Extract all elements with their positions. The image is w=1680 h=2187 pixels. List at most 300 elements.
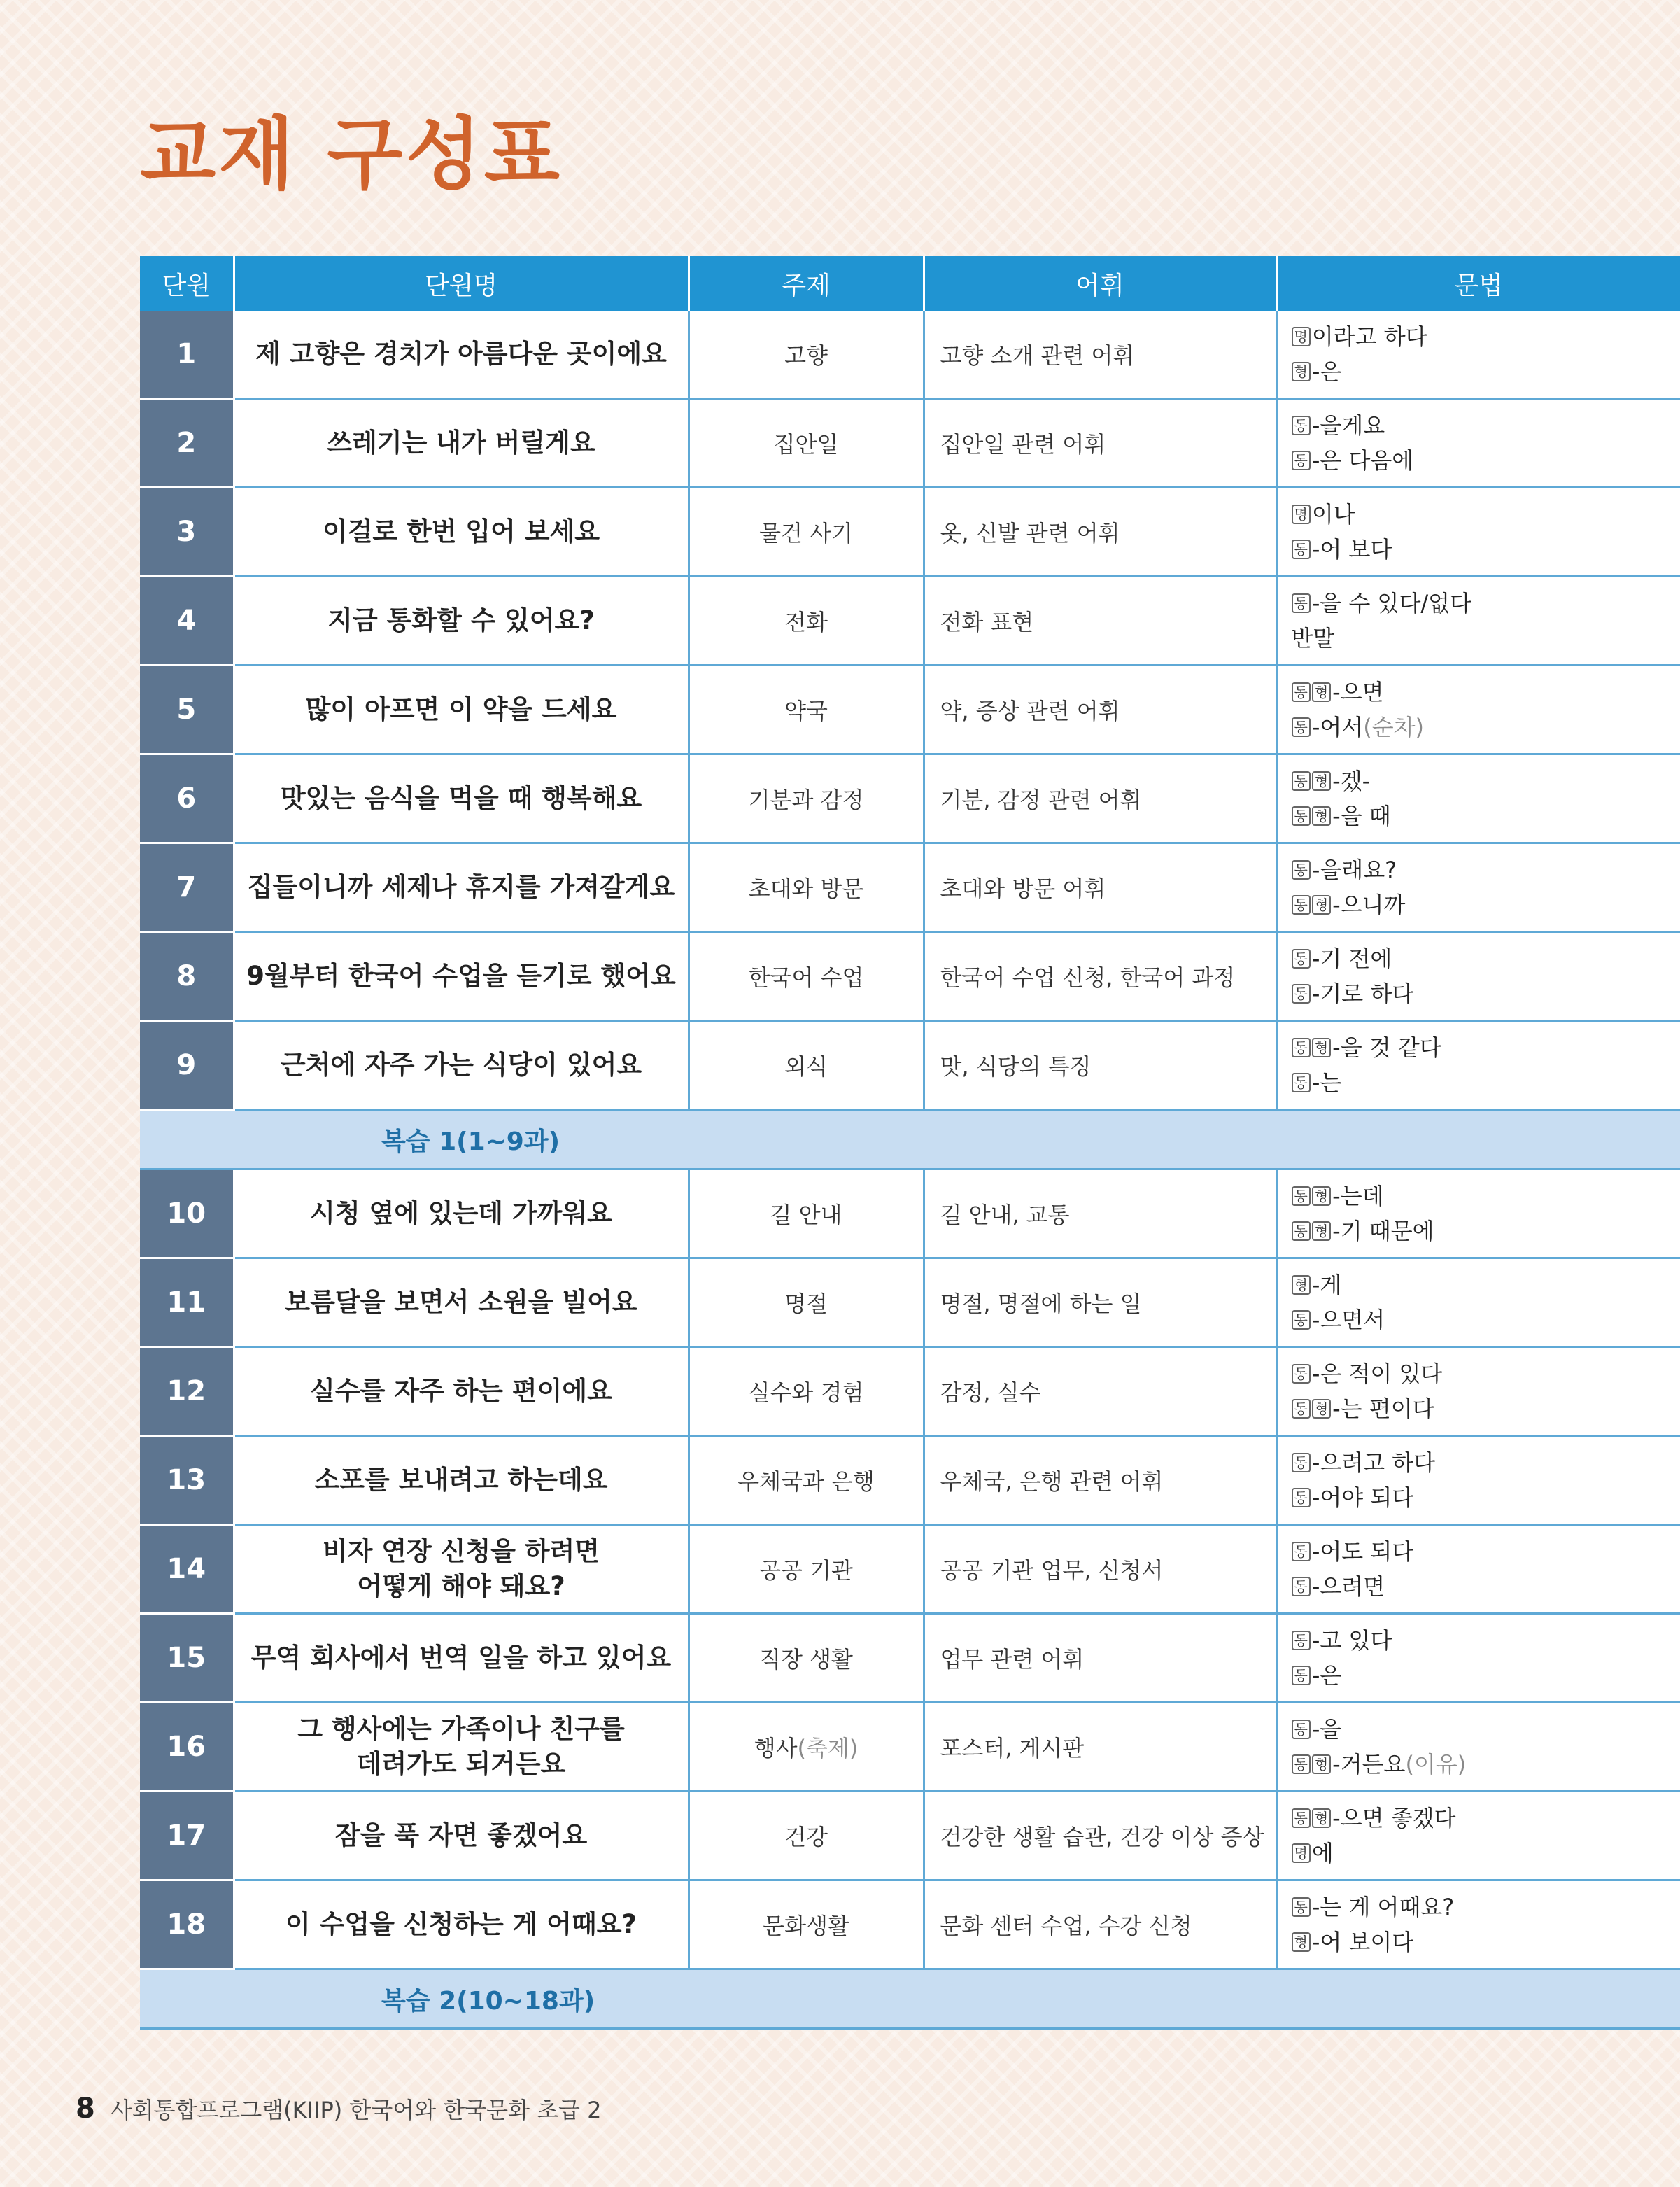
pos-tags: [1292, 1658, 1312, 1693]
unit-name: [234, 932, 689, 1021]
unit-number: 3: [140, 488, 234, 577]
topic: [689, 488, 924, 577]
topic-text: 물건 사기: [759, 520, 853, 547]
grammar-text: 이라고 하다: [1311, 323, 1427, 350]
unit-name-line: 지금 통화할 수 있어요?: [327, 605, 595, 636]
unit-name-line: 무역 회사에서 번역 일을 하고 있어요: [250, 1643, 672, 1673]
grammar-item: [1292, 354, 1680, 389]
unit-name-line: 어떻게 해야 돼요?: [357, 1571, 565, 1601]
topic-text: 행사: [754, 1735, 798, 1761]
unit-name: [234, 1614, 689, 1703]
pos-tags: [1292, 1391, 1333, 1426]
table-row: [140, 666, 1680, 754]
topic: [689, 1792, 924, 1880]
header-topic: 주제: [689, 256, 924, 311]
pos-tags: [1292, 1179, 1333, 1214]
table-row: [140, 1792, 1680, 1880]
table-row: [140, 1347, 1680, 1436]
unit-name-line: 보름달을 보면서 소원을 빌어요: [285, 1287, 637, 1318]
table-row: [140, 754, 1680, 843]
grammar: [1276, 932, 1680, 1021]
topic-text: 전화: [784, 609, 828, 635]
grammar-text: -기로 하다: [1311, 980, 1414, 1007]
topic-text: 길 안내: [770, 1202, 842, 1228]
unit-number: 6: [140, 754, 234, 843]
unit-name: [234, 754, 689, 843]
grammar: [1276, 1525, 1680, 1614]
header-unit: 단원: [140, 256, 234, 311]
grammar: [1276, 666, 1680, 754]
grammar-text: -고 있다: [1311, 1627, 1392, 1654]
grammar-text: -는데: [1332, 1183, 1384, 1209]
grammar-text: -기 전에: [1311, 945, 1392, 972]
grammar-item: [1292, 1836, 1680, 1871]
review-cell: [140, 1110, 1680, 1169]
pos-tag: 동: [1292, 1399, 1311, 1419]
pos-tags: [1292, 586, 1312, 621]
unit-name: [234, 488, 689, 577]
unit-number: 1: [140, 311, 234, 399]
grammar: [1276, 1703, 1680, 1792]
pos-tag: 동: [1292, 1310, 1311, 1330]
pos-tag: 형: [1312, 1754, 1331, 1774]
pos-tag: 형: [1312, 1221, 1331, 1241]
grammar-text: -은: [1311, 1662, 1342, 1689]
pos-tag: 동: [1292, 1631, 1311, 1650]
vocabulary: 옷, 신발 관련 어휘: [924, 488, 1276, 577]
vocabulary: 건강한 생활 습관, 건강 이상 증상: [924, 1792, 1276, 1880]
grammar-item: [1292, 1801, 1680, 1836]
table-row: [140, 577, 1680, 666]
pos-tags: [1292, 532, 1312, 567]
grammar-text: -을 때: [1332, 803, 1391, 829]
unit-name: [234, 399, 689, 488]
table-row: [140, 311, 1680, 399]
unit-name-line: 그 행사에는 가족이나 친구를: [297, 1714, 625, 1745]
unit-number: 17: [140, 1792, 234, 1880]
unit-number: 9: [140, 1021, 234, 1110]
grammar-item: [1292, 1480, 1680, 1515]
vocabulary: 길 안내, 교통: [924, 1169, 1276, 1258]
pos-tags: [1292, 408, 1312, 443]
grammar-item: [1292, 408, 1680, 443]
topic-note: (축제): [797, 1735, 859, 1761]
pos-tags: [1292, 1480, 1312, 1515]
pos-tags: [1292, 976, 1312, 1011]
unit-name-line: 시청 옆에 있는데 가까워요: [310, 1198, 612, 1229]
pos-tags: [1292, 1214, 1333, 1249]
grammar-note: (순차): [1363, 714, 1424, 740]
topic-text: 외식: [784, 1053, 828, 1080]
grammar: [1276, 488, 1680, 577]
vocabulary: 집안일 관련 어휘: [924, 399, 1276, 488]
grammar-text: -으면: [1332, 679, 1384, 705]
table-row: [140, 1525, 1680, 1614]
pos-tags: [1292, 1747, 1333, 1782]
pos-tag: 명: [1292, 327, 1311, 346]
grammar: [1276, 1880, 1680, 1969]
table-body: [140, 311, 1680, 2029]
topic-text: 초대와 방문: [748, 875, 864, 902]
grammar: [1276, 1347, 1680, 1436]
unit-name: [234, 843, 689, 932]
topic-text: 기분과 감정: [748, 787, 864, 813]
vocabulary: 맛, 식당의 특징: [924, 1021, 1276, 1110]
grammar-text: -으면서: [1311, 1307, 1385, 1333]
unit-name: [234, 1525, 689, 1614]
grammar-item: [1292, 799, 1680, 834]
grammar-item: [1292, 1302, 1680, 1337]
grammar-item: [1292, 1065, 1680, 1100]
pos-tag: 형: [1292, 1275, 1311, 1295]
pos-tag: 동: [1292, 1186, 1311, 1206]
pos-tags: [1292, 443, 1312, 478]
grammar-text: 반말: [1291, 625, 1335, 652]
grammar-text: -을 수 있다/없다: [1311, 590, 1471, 617]
unit-name-line: 제 고향은 경치가 아름다운 곳이에요: [255, 339, 667, 370]
grammar-item: [1292, 1623, 1680, 1658]
pos-tags: [1292, 941, 1312, 976]
topic-text: 우체국과 은행: [737, 1468, 875, 1495]
unit-name: [234, 666, 689, 754]
pos-tag: 동: [1292, 1577, 1311, 1596]
unit-name: [234, 577, 689, 666]
table-row: [140, 1614, 1680, 1703]
grammar-text: -을: [1311, 1716, 1342, 1743]
unit-name: [234, 311, 689, 399]
vocabulary: 우체국, 은행 관련 어휘: [924, 1436, 1276, 1525]
vocabulary: 포스터, 게시판: [924, 1703, 1276, 1792]
grammar: [1276, 843, 1680, 932]
topic: [689, 1258, 924, 1347]
grammar-item: [1292, 1658, 1680, 1693]
topic: [689, 577, 924, 666]
table-row: [140, 1703, 1680, 1792]
grammar-item: [1292, 941, 1680, 976]
pos-tags: [1292, 1836, 1312, 1871]
grammar-text: -을 것 같다: [1332, 1034, 1441, 1061]
grammar-item: [1292, 621, 1680, 656]
pos-tag: 형: [1312, 1186, 1331, 1206]
grammar-item: [1292, 532, 1680, 567]
unit-name-line: 근처에 자주 가는 식당이 있어요: [280, 1050, 642, 1081]
review-row: [140, 1110, 1680, 1169]
grammar-item: [1292, 1925, 1680, 1960]
pos-tags: [1292, 852, 1312, 887]
vocabulary: 명절, 명절에 하는 일: [924, 1258, 1276, 1347]
grammar-text: -는: [1311, 1069, 1342, 1096]
grammar-text: -을래요?: [1311, 857, 1397, 883]
grammar: [1276, 1021, 1680, 1110]
unit-name: [234, 1792, 689, 1880]
vocabulary: 한국어 수업 신청, 한국어 과정: [924, 932, 1276, 1021]
pos-tags: [1292, 1445, 1312, 1480]
header-grammar: 문법: [1276, 256, 1680, 311]
pos-tag: 동: [1292, 682, 1311, 702]
pos-tag: 동: [1292, 717, 1311, 737]
topic: [689, 1525, 924, 1614]
grammar-text: -겠-: [1332, 768, 1371, 794]
grammar-item: [1292, 1214, 1680, 1249]
topic-text: 명절: [784, 1291, 828, 1317]
unit-number: 2: [140, 399, 234, 488]
grammar: [1276, 754, 1680, 843]
vocabulary: 감정, 실수: [924, 1347, 1276, 1436]
unit-number: 10: [140, 1169, 234, 1258]
unit-number: 15: [140, 1614, 234, 1703]
pos-tags: [1292, 1925, 1312, 1960]
topic: [689, 1880, 924, 1969]
pos-tags: [1292, 1623, 1312, 1658]
grammar-item: [1292, 1391, 1680, 1426]
pos-tag: 형: [1312, 771, 1331, 791]
unit-number: 16: [140, 1703, 234, 1792]
pos-tags: [1292, 1534, 1312, 1569]
unit-name: [234, 1258, 689, 1347]
pos-tag: 동: [1292, 949, 1311, 969]
pos-tag: 동: [1292, 771, 1311, 791]
topic-text: 집안일: [773, 431, 839, 458]
vocabulary: 고향 소개 관련 어휘: [924, 311, 1276, 399]
grammar-text: -으려고 하다: [1311, 1449, 1436, 1476]
vocabulary: 업무 관련 어휘: [924, 1614, 1276, 1703]
pos-tag: 동: [1292, 1808, 1311, 1828]
unit-name: [234, 1021, 689, 1110]
grammar-item: [1292, 852, 1680, 887]
pos-tags: [1292, 1890, 1312, 1925]
topic-text: 건강: [784, 1824, 828, 1850]
header-unit-name: 단원명: [234, 256, 689, 311]
pos-tag: 형: [1312, 895, 1331, 915]
pos-tags: [1292, 1065, 1312, 1100]
topic: [689, 1436, 924, 1525]
unit-number: 11: [140, 1258, 234, 1347]
pos-tag: 동: [1292, 860, 1311, 880]
grammar-text: -게: [1311, 1272, 1342, 1298]
unit-name: [234, 1880, 689, 1969]
review-row: [140, 1969, 1680, 2029]
grammar-item: [1292, 1267, 1680, 1302]
pos-tags: [1292, 764, 1333, 799]
vocabulary: 전화 표현: [924, 577, 1276, 666]
unit-name-line: 9월부터 한국어 수업을 듣기로 했어요: [246, 961, 676, 992]
topic: [689, 1347, 924, 1436]
grammar-text: 이나: [1311, 501, 1355, 528]
topic: [689, 666, 924, 754]
table-row: [140, 1258, 1680, 1347]
pos-tags: [1292, 354, 1312, 389]
grammar-item: [1292, 443, 1680, 478]
unit-number: 14: [140, 1525, 234, 1614]
pos-tags: [1292, 319, 1312, 354]
pos-tags: [1292, 1569, 1312, 1604]
pos-tag: 형: [1292, 362, 1311, 381]
pos-tag: 동: [1292, 593, 1311, 613]
grammar-item: [1292, 319, 1680, 354]
topic-text: 약국: [784, 698, 828, 724]
grammar-text: -으니까: [1332, 892, 1406, 918]
vocabulary: 초대와 방문 어휘: [924, 843, 1276, 932]
grammar-item: [1292, 1890, 1680, 1925]
pos-tag: 동: [1292, 806, 1311, 826]
grammar-item: [1292, 1179, 1680, 1214]
table-row: [140, 488, 1680, 577]
unit-name-line: 많이 아프면 이 약을 드세요: [305, 694, 617, 725]
grammar-text: -으려면: [1311, 1573, 1385, 1600]
grammar-item: [1292, 586, 1680, 621]
pos-tags: [1292, 1801, 1333, 1836]
unit-number: 7: [140, 843, 234, 932]
topic: [689, 399, 924, 488]
grammar-text: -은: [1311, 358, 1342, 385]
grammar-item: [1292, 675, 1680, 710]
pos-tag: 동: [1292, 1364, 1311, 1384]
table-row: [140, 1436, 1680, 1525]
grammar: [1276, 399, 1680, 488]
grammar: [1276, 311, 1680, 399]
pos-tags: [1292, 887, 1333, 922]
grammar-note: (이유): [1405, 1751, 1467, 1778]
unit-number: 4: [140, 577, 234, 666]
pos-tags: [1292, 1267, 1312, 1302]
unit-name-line: 잠을 푹 자면 좋겠어요: [334, 1820, 588, 1851]
unit-name-line: 데려가도 되거든요: [356, 1749, 566, 1779]
grammar-text: -어 보이다: [1311, 1929, 1414, 1955]
pos-tags: [1292, 497, 1312, 532]
topic-text: 직장 생활: [759, 1646, 853, 1673]
pos-tag: 명: [1292, 1843, 1311, 1863]
header-vocabulary: 어휘: [924, 256, 1276, 311]
unit-name: [234, 1436, 689, 1525]
pos-tag: 동: [1292, 1221, 1311, 1241]
review-cell: [140, 1969, 1680, 2029]
page-number: 8: [76, 2093, 95, 2125]
unit-name-line: 비자 연장 신청을 하려면: [322, 1536, 600, 1567]
topic: [689, 1614, 924, 1703]
grammar-item: [1292, 1747, 1680, 1782]
pos-tag: 동: [1292, 416, 1311, 435]
pos-tag: 동: [1292, 1720, 1311, 1739]
grammar: [1276, 1436, 1680, 1525]
pos-tag: 형: [1312, 1808, 1331, 1828]
pos-tags: [1292, 1712, 1312, 1747]
topic: [689, 311, 924, 399]
unit-number: 12: [140, 1347, 234, 1436]
pos-tag: 형: [1312, 1399, 1331, 1419]
unit-name-line: 이 수업을 신청하는 게 어때요?: [285, 1909, 637, 1940]
review-label: 복습 1(1~9과): [381, 1127, 560, 1156]
unit-number: 18: [140, 1880, 234, 1969]
topic: [689, 1169, 924, 1258]
table-row: [140, 1880, 1680, 1969]
grammar-item: [1292, 764, 1680, 799]
grammar-text: -는 게 어때요?: [1311, 1894, 1455, 1920]
topic-text: 실수와 경험: [748, 1379, 864, 1406]
grammar-text: -어서: [1311, 714, 1364, 740]
unit-number: 13: [140, 1436, 234, 1525]
grammar-item: [1292, 1712, 1680, 1747]
vocabulary: 약, 증상 관련 어휘: [924, 666, 1276, 754]
pos-tag: 명: [1292, 505, 1311, 524]
review-label: 복습 2(10~18과): [381, 1986, 595, 2016]
grammar-item: [1292, 1534, 1680, 1569]
pos-tags: [1292, 1356, 1312, 1391]
grammar: [1276, 1169, 1680, 1258]
topic-text: 한국어 수업: [748, 964, 864, 991]
pos-tag: 동: [1292, 895, 1311, 915]
pos-tag: 형: [1312, 806, 1331, 826]
grammar: [1276, 577, 1680, 666]
table-row: [140, 1021, 1680, 1110]
grammar: [1276, 1792, 1680, 1880]
unit-name-line: 맛있는 음식을 먹을 때 행복해요: [280, 783, 642, 814]
grammar-item: [1292, 497, 1680, 532]
pos-tag: 동: [1292, 1897, 1311, 1917]
pos-tags: [1292, 799, 1333, 834]
pos-tags: [1292, 675, 1333, 710]
grammar: [1276, 1614, 1680, 1703]
grammar-text: -어 보다: [1311, 536, 1392, 563]
topic: [689, 843, 924, 932]
pos-tag: 동: [1292, 984, 1311, 1004]
unit-name: [234, 1703, 689, 1792]
topic-text: 공공 기관: [759, 1557, 853, 1584]
grammar-item: [1292, 1356, 1680, 1391]
pos-tag: 동: [1292, 540, 1311, 559]
topic: [689, 754, 924, 843]
topic-text: 고향: [784, 342, 828, 369]
pos-tags: [1292, 1302, 1312, 1337]
pos-tag: 동: [1292, 1453, 1311, 1472]
unit-name: [234, 1347, 689, 1436]
topic: [689, 1703, 924, 1792]
unit-number: 5: [140, 666, 234, 754]
pos-tags: [1292, 1030, 1333, 1065]
grammar-item: [1292, 1030, 1680, 1065]
table-row: [140, 399, 1680, 488]
unit-number: 8: [140, 932, 234, 1021]
table-row: [140, 1169, 1680, 1258]
grammar-item: [1292, 887, 1680, 922]
grammar-text: -거든요: [1332, 1751, 1406, 1778]
unit-name: [234, 1169, 689, 1258]
grammar-text: -으면 좋겠다: [1332, 1805, 1456, 1831]
grammar-text: -은 적이 있다: [1311, 1360, 1443, 1387]
book-title: 사회통합프로그램(KIIP) 한국어와 한국문화 초급 2: [110, 2097, 602, 2123]
pos-tag: 형: [1312, 1038, 1331, 1057]
page-footer: [76, 2093, 601, 2125]
grammar-text: -는 편이다: [1332, 1395, 1434, 1422]
unit-name-line: 이걸로 한번 입어 보세요: [322, 516, 600, 547]
grammar: [1276, 1258, 1680, 1347]
pos-tags: [1292, 710, 1312, 745]
vocabulary: 공공 기관 업무, 신청서: [924, 1525, 1276, 1614]
pos-tag: 동: [1292, 451, 1311, 470]
grammar-text: -은 다음에: [1311, 447, 1414, 474]
pos-tag: 동: [1292, 1542, 1311, 1561]
grammar-text: -을게요: [1311, 412, 1385, 439]
grammar-item: [1292, 1569, 1680, 1604]
unit-name-line: 실수를 자주 하는 편이에요: [310, 1376, 612, 1407]
grammar-item: [1292, 976, 1680, 1011]
topic-text: 문화생활: [763, 1913, 849, 1939]
grammar-item: [1292, 710, 1680, 745]
pos-tag: 동: [1292, 1488, 1311, 1507]
unit-name-line: 소포를 보내려고 하는데요: [314, 1465, 608, 1496]
table-row: [140, 932, 1680, 1021]
grammar-item: [1292, 1445, 1680, 1480]
vocabulary: 문화 센터 수업, 수강 신청: [924, 1880, 1276, 1969]
